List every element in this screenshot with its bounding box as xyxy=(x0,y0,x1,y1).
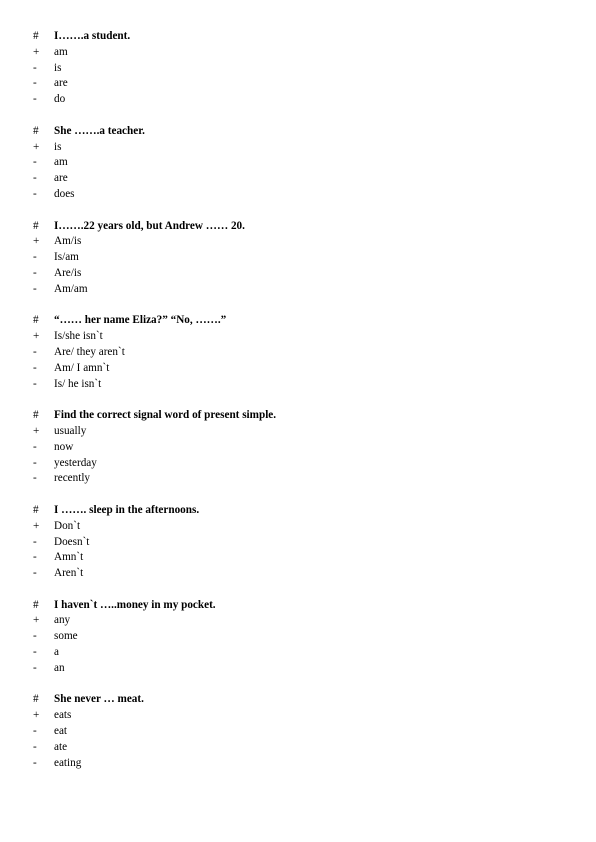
answer-text: Aren`t xyxy=(54,567,84,580)
answer-text: eat xyxy=(54,725,68,738)
question-prompt: I haven`t …..money in my pocket. xyxy=(54,598,216,611)
answer-text: ate xyxy=(54,740,68,753)
answer-option xyxy=(0,140,596,156)
answer-option xyxy=(0,282,596,298)
question-prompt: I ……. sleep in the afternoons. xyxy=(54,503,200,516)
question-marker: # xyxy=(33,598,39,611)
answer-text: Am/am xyxy=(54,282,88,295)
incorrect-marker: - xyxy=(33,61,37,74)
incorrect-marker: - xyxy=(33,266,37,279)
answer-option xyxy=(0,155,596,171)
answer-option xyxy=(0,377,596,393)
answer-option xyxy=(0,708,596,724)
incorrect-marker: - xyxy=(33,187,37,200)
question-block xyxy=(0,408,596,487)
question-marker: # xyxy=(33,314,39,327)
answer-text: is xyxy=(54,61,62,74)
answer-option xyxy=(0,519,596,535)
answer-text: Don`t xyxy=(54,519,81,532)
incorrect-marker: - xyxy=(33,440,37,453)
incorrect-marker: - xyxy=(33,156,37,169)
answer-option xyxy=(0,76,596,92)
incorrect-marker: - xyxy=(33,172,37,185)
answer-option xyxy=(0,613,596,629)
correct-marker: + xyxy=(33,709,40,722)
answer-option xyxy=(0,250,596,266)
question-marker: # xyxy=(33,503,39,516)
answer-text: eating xyxy=(54,756,82,769)
answer-option xyxy=(0,187,596,203)
question-block xyxy=(0,692,596,771)
incorrect-marker: - xyxy=(33,551,37,564)
question-row xyxy=(0,598,596,614)
incorrect-marker: - xyxy=(33,661,37,674)
answer-option xyxy=(0,535,596,551)
answer-option xyxy=(0,424,596,440)
question-block xyxy=(0,124,596,203)
answer-option xyxy=(0,661,596,677)
answer-text: Doesn`t xyxy=(54,535,90,548)
incorrect-marker: - xyxy=(33,282,37,295)
answer-text: Is/am xyxy=(54,251,79,264)
answer-option xyxy=(0,171,596,187)
question-row xyxy=(0,408,596,424)
answer-text: Are/ they aren`t xyxy=(54,345,125,358)
question-row xyxy=(0,29,596,45)
question-prompt: Find the correct signal word of present simple. xyxy=(54,409,277,422)
incorrect-marker: - xyxy=(33,251,37,264)
question-prompt: “…… her name Eliza?” “No, …….” xyxy=(54,314,227,327)
answer-option xyxy=(0,92,596,108)
incorrect-marker: - xyxy=(33,377,37,390)
correct-marker: + xyxy=(33,330,40,343)
incorrect-marker: - xyxy=(33,345,37,358)
answer-option xyxy=(0,756,596,772)
answer-option xyxy=(0,61,596,77)
question-marker: # xyxy=(33,693,39,706)
question-row xyxy=(0,313,596,329)
question-block xyxy=(0,503,596,582)
question-marker: # xyxy=(33,219,39,232)
answer-option xyxy=(0,471,596,487)
incorrect-marker: - xyxy=(33,740,37,753)
answer-text: Am/is xyxy=(54,235,82,248)
question-block xyxy=(0,219,596,298)
answer-text: an xyxy=(54,661,65,674)
answer-text: Am/ I amn`t xyxy=(54,361,110,374)
answer-text: are xyxy=(54,77,68,90)
correct-marker: + xyxy=(33,235,40,248)
incorrect-marker: - xyxy=(33,472,37,485)
question-row xyxy=(0,503,596,519)
question-block xyxy=(0,29,596,108)
question-marker: # xyxy=(33,30,39,42)
answer-text: are xyxy=(54,172,68,185)
answer-text: a xyxy=(54,646,59,659)
answer-option xyxy=(0,329,596,345)
question-marker: # xyxy=(33,409,39,422)
answer-text: any xyxy=(54,614,71,627)
incorrect-marker: - xyxy=(33,535,37,548)
correct-marker: + xyxy=(33,519,40,532)
incorrect-marker: - xyxy=(33,567,37,580)
answer-option xyxy=(0,724,596,740)
answer-text: usually xyxy=(54,424,87,437)
answer-option xyxy=(0,740,596,756)
answer-text: Is/ he isn`t xyxy=(54,377,102,390)
answer-option xyxy=(0,645,596,661)
question-block xyxy=(0,313,596,392)
answer-option xyxy=(0,550,596,566)
correct-marker: + xyxy=(33,424,40,437)
question-prompt: She …….a teacher. xyxy=(54,124,145,137)
answer-option xyxy=(0,45,596,61)
answer-option xyxy=(0,456,596,472)
answer-text: yesterday xyxy=(54,456,97,469)
answer-text: am xyxy=(54,45,68,58)
incorrect-marker: - xyxy=(33,77,37,90)
correct-marker: + xyxy=(33,614,40,627)
question-row xyxy=(0,124,596,140)
question-marker: # xyxy=(33,124,39,137)
question-row xyxy=(0,692,596,708)
answer-option xyxy=(0,234,596,250)
incorrect-marker: - xyxy=(33,361,37,374)
incorrect-marker: - xyxy=(33,456,37,469)
answer-text: Is/she isn`t xyxy=(54,330,103,343)
answer-text: does xyxy=(54,187,75,200)
answer-text: eats xyxy=(54,709,72,722)
correct-marker: + xyxy=(33,45,40,58)
question-prompt: She never … meat. xyxy=(54,693,144,706)
question-block xyxy=(0,598,596,677)
answer-text: Amn`t xyxy=(54,551,84,564)
answer-text: is xyxy=(54,140,62,153)
answer-text: some xyxy=(54,630,78,643)
answer-text: Are/is xyxy=(54,266,82,279)
correct-marker: + xyxy=(33,140,40,153)
incorrect-marker: - xyxy=(33,646,37,659)
answer-text: do xyxy=(54,93,66,106)
question-prompt: I…….a student. xyxy=(54,30,131,42)
quiz-document xyxy=(0,29,596,787)
answer-option xyxy=(0,361,596,377)
answer-option xyxy=(0,440,596,456)
answer-option xyxy=(0,566,596,582)
answer-text: now xyxy=(54,440,74,453)
answer-option xyxy=(0,345,596,361)
answer-option xyxy=(0,629,596,645)
question-row xyxy=(0,219,596,235)
incorrect-marker: - xyxy=(33,756,37,769)
incorrect-marker: - xyxy=(33,93,37,106)
answer-text: recently xyxy=(54,472,91,485)
answer-text: am xyxy=(54,156,68,169)
question-prompt: I…….22 years old, but Andrew …… 20. xyxy=(54,219,245,232)
incorrect-marker: - xyxy=(33,725,37,738)
answer-option xyxy=(0,266,596,282)
incorrect-marker: - xyxy=(33,630,37,643)
